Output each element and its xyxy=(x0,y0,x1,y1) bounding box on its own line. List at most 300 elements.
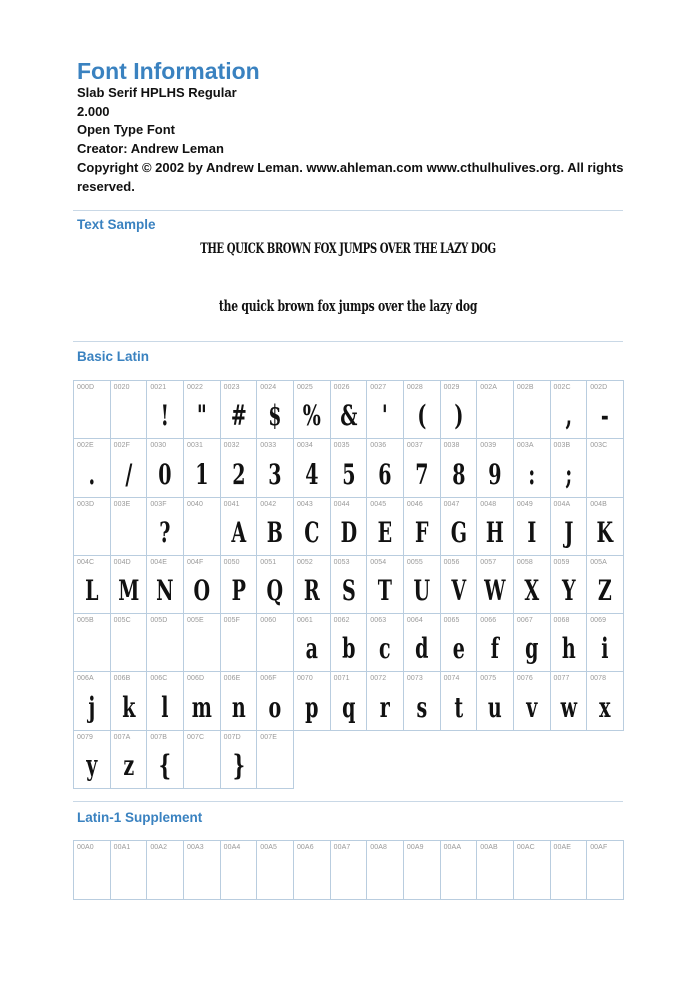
glyph-char: R xyxy=(303,574,320,608)
glyph-char: F xyxy=(414,515,429,549)
glyph-char: c xyxy=(379,632,391,666)
glyph-cell xyxy=(367,439,404,497)
divider xyxy=(73,801,623,802)
glyph-code: 00AE xyxy=(553,844,572,851)
glyph-char: 7 xyxy=(415,457,429,491)
glyph-code: 003B xyxy=(553,442,571,450)
glyph-code: 0028 xyxy=(406,384,423,391)
glyph-cell xyxy=(257,614,294,672)
glyph-cell xyxy=(221,556,258,614)
glyph-char: 0 xyxy=(158,457,172,491)
glyph-cell xyxy=(404,672,441,730)
glyph-cell xyxy=(147,614,184,672)
glyph-code: 0048 xyxy=(480,500,497,508)
glyph-char: k xyxy=(121,690,136,724)
glyph-cell xyxy=(111,672,148,730)
glyph-code: 0031 xyxy=(186,442,203,450)
glyph-code: 007A xyxy=(113,733,131,741)
glyph-char: A xyxy=(231,515,246,549)
glyph-code: 006D xyxy=(186,675,205,683)
glyph-cell xyxy=(551,672,588,730)
glyph-cell xyxy=(184,614,221,672)
glyph-cell xyxy=(367,498,404,556)
glyph-code: 0053 xyxy=(333,558,350,566)
glyph-code: 006A xyxy=(77,675,94,683)
glyph-char: J xyxy=(563,515,573,549)
glyph-code: 002B xyxy=(516,384,534,391)
glyph-cell xyxy=(587,841,624,900)
glyph-code: 0050 xyxy=(223,558,240,566)
glyph-code: 005F xyxy=(223,617,240,625)
glyph-cell xyxy=(514,439,551,497)
glyph-cell xyxy=(441,498,478,556)
glyph-code: 0068 xyxy=(553,617,570,625)
glyph-cell xyxy=(111,439,148,497)
glyph-char: a xyxy=(305,632,318,666)
glyph-code: 003C xyxy=(590,442,608,450)
glyph-char: m xyxy=(191,690,212,724)
glyph-cell xyxy=(147,672,184,730)
glyph-char: o xyxy=(268,690,282,724)
glyph-char: O xyxy=(193,574,211,608)
glyph-cell xyxy=(257,731,294,789)
glyph-char: W xyxy=(484,574,506,608)
glyph-cell xyxy=(147,439,184,497)
glyph-code: 002F xyxy=(113,442,131,450)
glyph-code: 0046 xyxy=(406,500,423,508)
glyph-cell xyxy=(587,439,624,497)
glyph-cell xyxy=(184,672,221,730)
glyph-cell xyxy=(587,614,624,672)
glyph-cell xyxy=(441,841,478,900)
glyph-code: 0033 xyxy=(260,442,277,450)
glyph-code: 00AA xyxy=(443,844,462,851)
glyph-char: L xyxy=(85,574,99,608)
glyph-char: I xyxy=(527,515,537,549)
glyph-code: 0038 xyxy=(443,442,460,450)
glyph-cell xyxy=(257,498,294,556)
glyph-char: ( xyxy=(417,399,427,433)
glyph-cell xyxy=(551,556,588,614)
glyph-code: 0078 xyxy=(590,675,607,683)
glyph-code: 0073 xyxy=(406,675,423,683)
glyph-code: 00A1 xyxy=(113,844,131,851)
glyph-char: u xyxy=(488,690,502,724)
glyph-char: ' xyxy=(382,399,388,433)
glyph-cell xyxy=(551,381,588,439)
glyph-code: 0026 xyxy=(333,384,350,391)
glyph-cell xyxy=(551,498,588,556)
glyph-code: 002E xyxy=(77,442,94,450)
glyph-code: 0062 xyxy=(333,617,350,625)
glyph-char: d xyxy=(415,632,429,666)
glyph-char: f xyxy=(490,632,500,666)
glyph-code: 0036 xyxy=(370,442,387,450)
glyph-cell xyxy=(551,841,588,900)
glyph-char: q xyxy=(341,690,356,724)
glyph-cell xyxy=(221,672,258,730)
glyph-code: 0040 xyxy=(186,500,203,508)
glyph-cell xyxy=(441,439,478,497)
font-copyright: Copyright © 2002 by Andrew Leman. www.ahleman.com www.cthulhulives.org. All rights reserved. xyxy=(77,159,624,194)
glyph-cell xyxy=(257,841,294,900)
glyph-cell xyxy=(331,841,368,900)
glyph-cell xyxy=(147,381,184,439)
glyph-char: N xyxy=(156,574,174,608)
glyph-char: - xyxy=(601,399,609,433)
glyph-char: / xyxy=(124,457,132,491)
glyph-code: 0055 xyxy=(406,558,423,566)
font-type: Open Type Font xyxy=(77,122,175,138)
glyph-code: 0042 xyxy=(260,500,277,508)
glyph-cell xyxy=(294,439,331,497)
glyph-char: X xyxy=(524,574,540,608)
section-heading-basic-latin: Basic Latin xyxy=(77,349,150,364)
glyph-cell xyxy=(111,614,148,672)
glyph-code: 00A2 xyxy=(150,844,168,851)
glyph-char: $ xyxy=(268,399,282,433)
glyph-cell xyxy=(477,498,514,556)
glyph-char: , xyxy=(565,399,572,433)
glyph-code: 0076 xyxy=(516,675,533,683)
glyph-cell xyxy=(551,614,588,672)
glyph-char: H xyxy=(486,515,505,549)
glyph-char: p xyxy=(305,690,319,724)
glyph-cell xyxy=(477,672,514,730)
divider xyxy=(73,341,623,342)
glyph-char: M xyxy=(117,574,140,608)
glyph-cell xyxy=(147,556,184,614)
glyph-code: 005B xyxy=(77,617,94,625)
glyph-code: 0054 xyxy=(370,558,387,566)
glyph-cell xyxy=(257,381,294,439)
glyph-char: v xyxy=(526,690,538,724)
glyph-cell xyxy=(74,614,111,672)
glyph-cell xyxy=(587,556,624,614)
glyph-cell xyxy=(221,841,258,900)
glyph-code: 0037 xyxy=(406,442,423,450)
glyph-code: 0064 xyxy=(406,617,423,625)
glyph-code: 0071 xyxy=(333,675,350,683)
glyph-code: 0059 xyxy=(553,558,570,566)
glyph-char: : xyxy=(528,457,536,491)
font-name: Slab Serif HPLHS Regular xyxy=(77,85,237,100)
glyph-cell xyxy=(221,439,258,497)
glyph-char: ? xyxy=(159,515,171,549)
glyph-cell xyxy=(441,672,478,730)
glyph-cell xyxy=(367,841,404,900)
glyph-cell xyxy=(441,381,478,439)
glyph-cell xyxy=(257,672,294,730)
glyph-cell xyxy=(367,614,404,672)
glyph-char: C xyxy=(304,515,320,549)
glyph-code: 002A xyxy=(480,384,497,391)
glyph-code: 0047 xyxy=(443,500,460,508)
glyph-cell xyxy=(331,439,368,497)
glyph-code: 00A7 xyxy=(333,844,351,851)
glyph-code: 0024 xyxy=(260,384,277,391)
glyph-code: 00A8 xyxy=(370,844,387,851)
glyph-code: 0044 xyxy=(333,500,350,508)
glyph-cell xyxy=(404,556,441,614)
glyph-cell xyxy=(184,381,221,439)
glyph-char: j xyxy=(88,690,96,724)
glyph-cell xyxy=(294,556,331,614)
glyph-cell xyxy=(184,556,221,614)
glyph-code: 004F xyxy=(186,558,204,566)
glyph-cell xyxy=(477,614,514,672)
glyph-cell xyxy=(404,439,441,497)
glyph-code: 0065 xyxy=(443,617,460,625)
glyph-code: 0021 xyxy=(150,384,167,391)
glyph-char: n xyxy=(231,690,246,724)
glyph-code: 002C xyxy=(553,384,571,391)
glyph-code: 005C xyxy=(113,617,131,625)
glyph-code: 0069 xyxy=(590,617,607,625)
glyph-code: 007E xyxy=(260,733,278,741)
glyph-char: . xyxy=(88,457,96,491)
sample-uppercase: THE QUICK BROWN FOX JUMPS OVER THE LAZY DOG xyxy=(200,241,496,257)
glyph-code: 0063 xyxy=(370,617,387,625)
glyph-code: 0075 xyxy=(480,675,497,683)
font-version: 2.000 xyxy=(77,103,110,119)
glyph-cell xyxy=(331,672,368,730)
glyph-char: 3 xyxy=(268,457,282,491)
glyph-cell xyxy=(74,672,111,730)
glyph-char: E xyxy=(377,515,393,549)
glyph-cell xyxy=(74,841,111,900)
glyph-code: 004E xyxy=(150,558,168,566)
glyph-code: 0035 xyxy=(333,442,350,450)
basic-latin-grid xyxy=(73,380,624,789)
glyph-char: V xyxy=(450,574,466,608)
glyph-cell xyxy=(294,614,331,672)
glyph-cell xyxy=(221,614,258,672)
glyph-code: 004B xyxy=(590,500,607,508)
sample-lowercase: the quick brown fox jumps over the lazy dog xyxy=(218,297,478,315)
glyph-char: P xyxy=(231,574,246,608)
glyph-code: 007C xyxy=(186,733,205,741)
glyph-cell xyxy=(587,498,624,556)
glyph-code: 005A xyxy=(590,558,607,566)
glyph-cell xyxy=(147,841,184,900)
glyph-cell xyxy=(514,614,551,672)
glyph-code: 0079 xyxy=(77,733,93,741)
glyph-char: x xyxy=(599,690,611,724)
latin1-supplement-grid xyxy=(73,840,624,900)
font-info-block xyxy=(77,84,637,196)
glyph-cell xyxy=(367,381,404,439)
glyph-code: 0058 xyxy=(516,558,533,566)
glyph-char: D xyxy=(340,515,357,549)
glyph-cell xyxy=(477,556,514,614)
glyph-code: 0025 xyxy=(296,384,313,391)
glyph-code: 00AF xyxy=(590,844,608,851)
glyph-char: Y xyxy=(561,574,576,608)
glyph-char: K xyxy=(596,515,614,549)
glyph-cell xyxy=(257,439,294,497)
glyph-char: y xyxy=(86,749,98,783)
glyph-code: 00A9 xyxy=(406,844,424,851)
glyph-cell xyxy=(551,439,588,497)
glyph-cell xyxy=(514,556,551,614)
glyph-code: 003A xyxy=(516,442,534,450)
glyph-char: B xyxy=(267,515,284,549)
glyph-cell xyxy=(367,672,404,730)
glyph-code: 00A3 xyxy=(186,844,204,851)
glyph-cell xyxy=(294,841,331,900)
glyph-code: 0077 xyxy=(553,675,570,683)
glyph-char: s xyxy=(416,690,428,724)
glyph-code: 006F xyxy=(260,675,277,683)
glyph-cell xyxy=(294,381,331,439)
glyph-cell xyxy=(184,731,221,789)
glyph-cell xyxy=(477,841,514,900)
glyph-cell xyxy=(74,439,111,497)
glyph-char: i xyxy=(601,632,609,666)
glyph-char: T xyxy=(377,574,393,608)
glyph-char: ) xyxy=(453,399,463,433)
glyph-char: w xyxy=(560,690,577,724)
glyph-char: 5 xyxy=(341,457,356,491)
glyph-char: 6 xyxy=(378,457,392,491)
glyph-cell xyxy=(477,381,514,439)
glyph-cell xyxy=(74,731,111,789)
glyph-char: } xyxy=(232,749,245,783)
glyph-code: 0020 xyxy=(113,384,130,391)
glyph-code: 0027 xyxy=(370,384,387,391)
glyph-char: z xyxy=(123,749,134,783)
glyph-cell xyxy=(514,841,551,900)
glyph-code: 0029 xyxy=(443,384,460,391)
glyph-cell xyxy=(587,381,624,439)
glyph-code: 0045 xyxy=(370,500,387,508)
glyph-cell xyxy=(441,614,478,672)
glyph-code: 007D xyxy=(223,733,241,741)
glyph-char: 9 xyxy=(488,457,502,491)
glyph-cell xyxy=(367,556,404,614)
glyph-cell xyxy=(514,381,551,439)
glyph-code: 004C xyxy=(77,558,95,566)
glyph-code: 006B xyxy=(113,675,131,683)
glyph-code: 004D xyxy=(113,558,131,566)
glyph-char: { xyxy=(159,749,172,783)
glyph-cell xyxy=(184,841,221,900)
glyph-code: 002D xyxy=(590,384,608,391)
glyph-cell xyxy=(74,381,111,439)
glyph-char: 4 xyxy=(305,457,319,491)
glyph-code: 00A6 xyxy=(296,844,314,851)
glyph-cell xyxy=(331,381,368,439)
glyph-cell xyxy=(404,498,441,556)
glyph-code: 00AB xyxy=(480,844,498,851)
glyph-cell xyxy=(404,381,441,439)
glyph-cell xyxy=(184,498,221,556)
glyph-code: 0074 xyxy=(443,675,460,683)
glyph-code: 007B xyxy=(150,733,168,741)
glyph-cell xyxy=(331,614,368,672)
glyph-code: 0043 xyxy=(296,500,313,508)
glyph-code: 006E xyxy=(223,675,241,683)
glyph-char: h xyxy=(561,632,576,666)
glyph-code: 003F xyxy=(150,500,167,508)
glyph-code: 0051 xyxy=(260,558,277,566)
glyph-cell xyxy=(111,731,148,789)
glyph-cell xyxy=(184,439,221,497)
glyph-cell xyxy=(294,498,331,556)
glyph-cell xyxy=(74,498,111,556)
glyph-code: 006C xyxy=(150,675,168,683)
glyph-cell xyxy=(587,672,624,730)
glyph-code: 004A xyxy=(553,500,571,508)
glyph-char: 8 xyxy=(451,457,466,491)
glyph-code: 0049 xyxy=(516,500,533,508)
glyph-code: 00A5 xyxy=(260,844,278,851)
glyph-cell xyxy=(514,498,551,556)
glyph-cell xyxy=(221,498,258,556)
glyph-char: g xyxy=(525,632,539,666)
glyph-code: 0032 xyxy=(223,442,240,450)
glyph-code: 00A4 xyxy=(223,844,241,851)
glyph-char: ; xyxy=(564,457,572,491)
glyph-code: 000D xyxy=(77,384,95,391)
glyph-code: 0057 xyxy=(480,558,497,566)
glyph-code: 0022 xyxy=(186,384,203,391)
glyph-code: 0061 xyxy=(296,617,313,625)
glyph-char: # xyxy=(230,399,247,433)
glyph-cell xyxy=(257,556,294,614)
glyph-cell xyxy=(477,439,514,497)
glyph-code: 0056 xyxy=(443,558,460,566)
glyph-cell xyxy=(514,672,551,730)
glyph-char: & xyxy=(339,399,358,433)
glyph-cell xyxy=(331,498,368,556)
section-heading-text-sample: Text Sample xyxy=(77,217,156,232)
glyph-char: Q xyxy=(266,574,284,608)
glyph-char: 2 xyxy=(231,457,246,491)
glyph-char: r xyxy=(380,690,391,724)
glyph-char: G xyxy=(450,515,467,549)
glyph-code: 0072 xyxy=(370,675,387,683)
glyph-code: 0070 xyxy=(296,675,313,683)
glyph-cell xyxy=(441,556,478,614)
glyph-cell xyxy=(111,556,148,614)
glyph-char: t xyxy=(453,690,463,724)
glyph-code: 0052 xyxy=(296,558,313,566)
font-creator: Creator: Andrew Leman xyxy=(77,141,224,157)
glyph-char: 1 xyxy=(195,457,209,491)
glyph-cell xyxy=(331,556,368,614)
glyph-char: " xyxy=(196,399,207,433)
glyph-code: 003E xyxy=(113,500,131,508)
glyph-cell xyxy=(294,672,331,730)
glyph-char: ! xyxy=(160,399,170,433)
glyph-code: 0034 xyxy=(296,442,313,450)
glyph-char: S xyxy=(341,574,356,608)
glyph-code: 0060 xyxy=(260,617,277,625)
glyph-code: 00A0 xyxy=(77,844,94,851)
glyph-cell xyxy=(111,498,148,556)
divider xyxy=(73,210,623,211)
glyph-code: 005E xyxy=(186,617,204,625)
glyph-cell xyxy=(221,731,258,789)
glyph-cell xyxy=(221,381,258,439)
glyph-code: 003D xyxy=(77,500,95,508)
glyph-code: 0066 xyxy=(480,617,497,625)
glyph-cell xyxy=(111,381,148,439)
glyph-code: 0023 xyxy=(223,384,240,391)
glyph-code: 0039 xyxy=(480,442,497,450)
